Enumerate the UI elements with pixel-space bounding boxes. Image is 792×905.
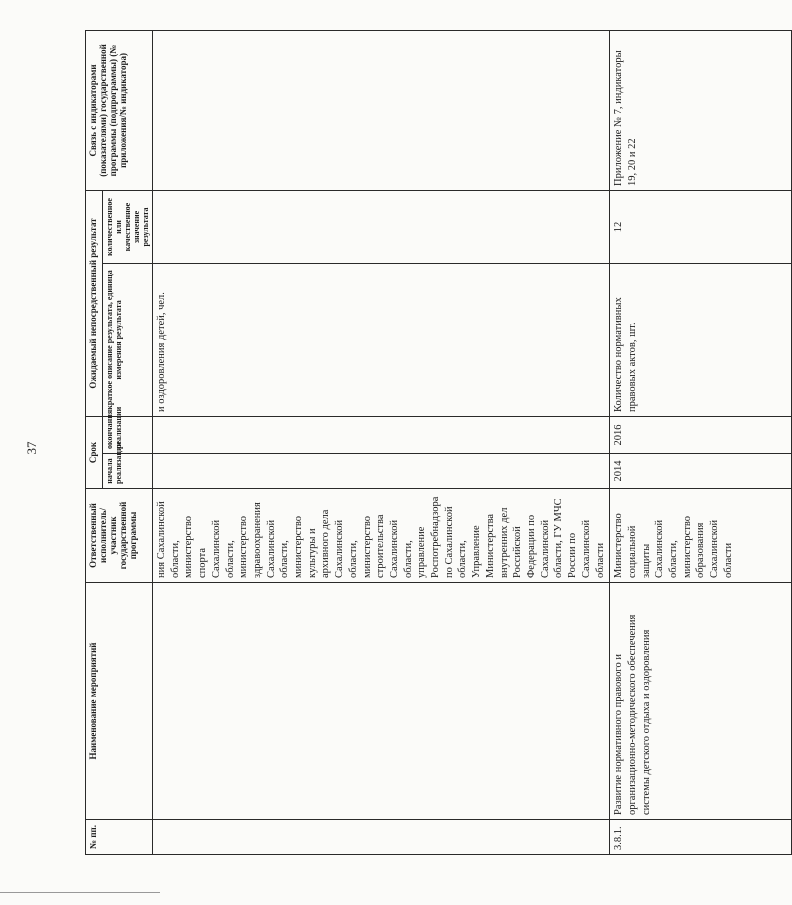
rotated-table-sheet — [85, 31, 734, 855]
cell-result-desc: Количество нормативных правовых актов, шт. — [610, 263, 792, 416]
header-num: № пп. — [86, 820, 153, 855]
scan-artifact-line — [0, 892, 160, 893]
cell-link: Приложение № 7, индикаторы 19, 20 и 22 — [610, 30, 792, 190]
header-term-end: окончания реализации — [103, 416, 153, 453]
cell-end: 2016 — [610, 416, 792, 453]
cell-start — [153, 454, 610, 489]
header-link: Связь с индикаторами (показателями) государственной программы (подпрограммы) (№ приложения/№ индикатора) — [86, 30, 153, 190]
header-responsible: Ответственный исполнитель/участник государственной программы — [86, 489, 153, 583]
cell-link — [153, 30, 610, 190]
cell-num — [153, 820, 610, 855]
table-row — [153, 30, 610, 854]
header-term: Срок — [86, 416, 103, 488]
header-measure: Наименование мероприятий — [86, 583, 153, 820]
cell-num: 3.8.1. — [610, 820, 792, 855]
cell-responsible: Министерство социальной защиты Сахалинской области, министерство образования Сахалинской области — [610, 489, 792, 583]
cell-result-desc: и оздоровления детей, чел. — [153, 263, 610, 416]
header-term-start: начала реализации — [103, 454, 153, 489]
table-row — [610, 30, 792, 854]
header-result-desc: краткое описание результата, единица измерения результата — [103, 263, 153, 416]
cell-measure — [153, 583, 610, 820]
cell-responsible: ния Сахалинской области, министерство спорта Сахалинской области, министерство здравоохранения Сахалинской области, министерство культуры и архивного дела Сахалинской области, министерство строительства Сахалинской области, управление Роспотребнадзора по Сахалинской области, Управление Министерства внутренних дел Российской Федерации по Сахалинской области, ГУ МЧС России по Сахалинской области — [153, 489, 610, 583]
measures-table — [85, 30, 792, 855]
cell-result-value — [153, 190, 610, 263]
cell-measure: Развитие нормативного правового и организационно-методического обеспечения системы детского отдыха и оздоровления — [610, 583, 792, 820]
header-result-value: количественное или качественное значение результата — [103, 190, 153, 263]
cell-result-value: 12 — [610, 190, 792, 263]
header-result: Ожидаемый непосредственный результат — [86, 190, 103, 416]
cell-start: 2014 — [610, 454, 792, 489]
cell-end — [153, 416, 610, 453]
page-number: 37 — [24, 441, 39, 455]
